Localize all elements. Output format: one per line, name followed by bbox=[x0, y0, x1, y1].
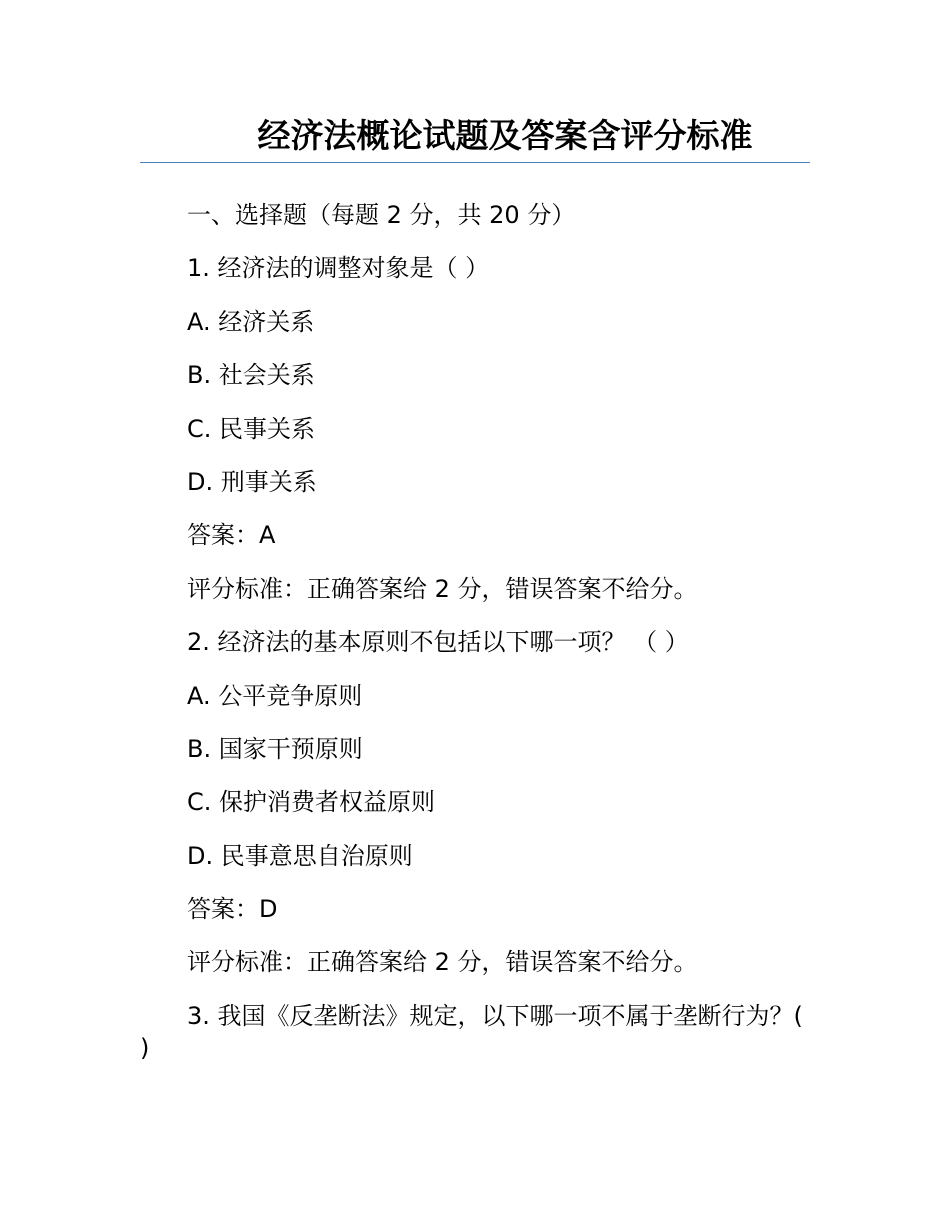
question-stem: 1. 经济法的调整对象是（ ） bbox=[187, 254, 490, 283]
answer: 答案：A bbox=[187, 521, 276, 550]
option-b: B. 社会关系 bbox=[187, 361, 315, 390]
option-b: B. 国家干预原则 bbox=[187, 734, 363, 763]
option-d: D. 刑事关系 bbox=[187, 467, 317, 496]
option-c: C. 民事关系 bbox=[187, 414, 316, 443]
option-c: C. 保护消费者权益原则 bbox=[187, 788, 436, 817]
grading-standard: 评分标准：正确答案给 2 分，错误答案不给分。 bbox=[187, 948, 698, 977]
option-a: A. 经济关系 bbox=[187, 307, 315, 336]
option-d: D. 民事意思自治原则 bbox=[187, 841, 413, 870]
title-underline bbox=[140, 162, 810, 163]
document-title: 经济法概论试题及答案含评分标准 bbox=[257, 116, 753, 155]
grading-standard: 评分标准：正确答案给 2 分，错误答案不给分。 bbox=[187, 574, 698, 603]
document-body bbox=[140, 189, 810, 1064]
question-stem: 2. 经济法的基本原则不包括以下哪一项？ （ ） bbox=[187, 628, 689, 657]
option-a: A. 公平竞争原则 bbox=[187, 681, 363, 710]
question-stem: 3. 我国《反垄断法》规定，以下哪一项不属于垄断行为？( ) bbox=[140, 1001, 803, 1062]
answer: 答案：D bbox=[187, 895, 278, 924]
section-heading: 一、选择题（每题 2 分，共 20 分） bbox=[187, 201, 576, 229]
